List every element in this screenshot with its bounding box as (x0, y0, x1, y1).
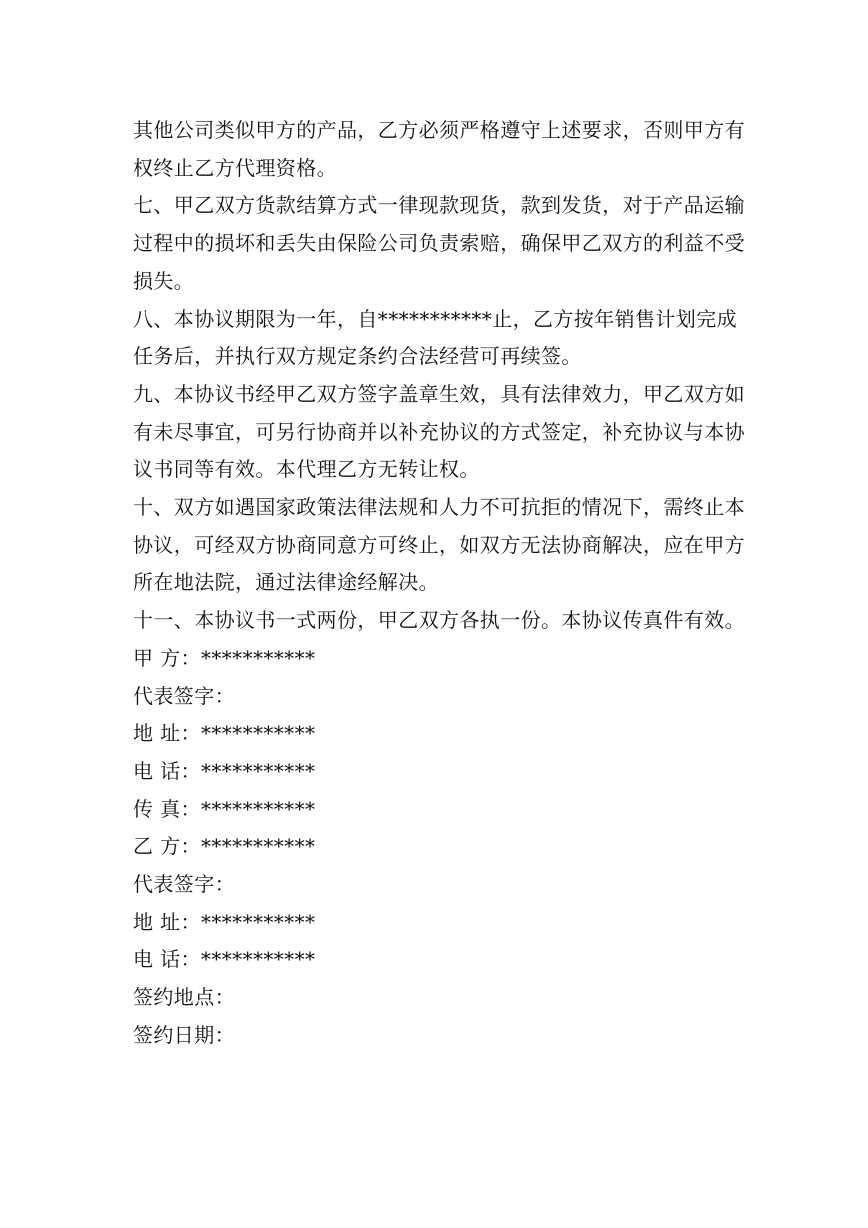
field-label: 乙 方： (133, 834, 201, 859)
field-value: *********** (200, 758, 316, 783)
field-value: *********** (200, 796, 316, 821)
paragraph-line: 所在地法院，通过法律途经解决。 (133, 570, 439, 595)
field-value: *********** (200, 721, 316, 746)
field-label: 签约地点： (133, 985, 235, 1010)
paragraph-line: 损失。 (133, 268, 195, 293)
field-value: *********** (200, 947, 316, 972)
field-value: *********** (200, 645, 316, 670)
signing-date-field (133, 1017, 743, 1055)
field-label: 代表签字： (133, 872, 235, 897)
field-label: 签约日期： (133, 1022, 235, 1047)
field-label: 地 址： (133, 721, 201, 746)
party-a-address-field (133, 715, 743, 753)
paragraph-line: 议书同等有效。本代理乙方无转让权。 (133, 457, 480, 482)
document-page (133, 112, 743, 1055)
paragraph-line: 十一、本协议书一式两份，甲乙双方各执一份。本协议传真件有效。 (133, 608, 745, 633)
signature-block (133, 640, 743, 1055)
paragraph-line: 协议，可经双方协商同意方可终止，如双方无法协商解决，应在甲方 (133, 532, 745, 557)
paragraph-line: 有未尽事宜，可另行协商并以补充协议的方式签定，补充协议与本协 (133, 419, 745, 444)
paragraph-line: 八、本协议期限为一年，自***********止，乙方按年销售计划完成 (133, 306, 737, 331)
party-b-field (133, 828, 743, 866)
paragraph-line: 十、双方如遇国家政策法律法规和人力不可抗拒的情况下，需终止本 (133, 495, 745, 520)
paragraph-line: 九、本协议书经甲乙双方签字盖章生效，具有法律效力，甲乙双方如 (133, 381, 745, 406)
paragraph-line: 权终止乙方代理资格。 (133, 155, 337, 180)
paragraph-clause-9 (133, 376, 743, 489)
party-a-fax-field (133, 791, 743, 829)
paragraph-line: 任务后，并执行双方规定条约合法经营可再续签。 (133, 344, 582, 369)
party-a-representative-signature-field (133, 678, 743, 716)
field-label: 传 真： (133, 796, 201, 821)
field-label: 电 话： (133, 758, 201, 783)
field-label: 电 话： (133, 947, 201, 972)
party-b-representative-signature-field (133, 866, 743, 904)
paragraph-clause-6-continued (133, 112, 743, 187)
party-a-phone-field (133, 753, 743, 791)
paragraph-clause-8 (133, 301, 743, 376)
field-label: 甲 方： (133, 645, 201, 670)
party-a-field (133, 640, 743, 678)
field-value: *********** (200, 834, 316, 859)
party-b-address-field (133, 904, 743, 942)
paragraph-clause-11 (133, 602, 743, 640)
paragraph-line: 过程中的损坏和丢失由保险公司负责索赔，确保甲乙双方的利益不受 (133, 231, 745, 256)
party-b-phone-field (133, 941, 743, 979)
paragraph-line: 其他公司类似甲方的产品，乙方必须严格遵守上述要求，否则甲方有 (133, 118, 745, 142)
field-label: 代表签字： (133, 683, 235, 708)
field-label: 地 址： (133, 909, 201, 934)
paragraph-clause-10 (133, 489, 743, 602)
field-value: *********** (200, 909, 316, 934)
signing-place-field (133, 979, 743, 1017)
paragraph-line: 七、甲乙双方货款结算方式一律现款现货，款到发货，对于产品运输 (133, 193, 745, 218)
paragraph-clause-7 (133, 187, 743, 300)
